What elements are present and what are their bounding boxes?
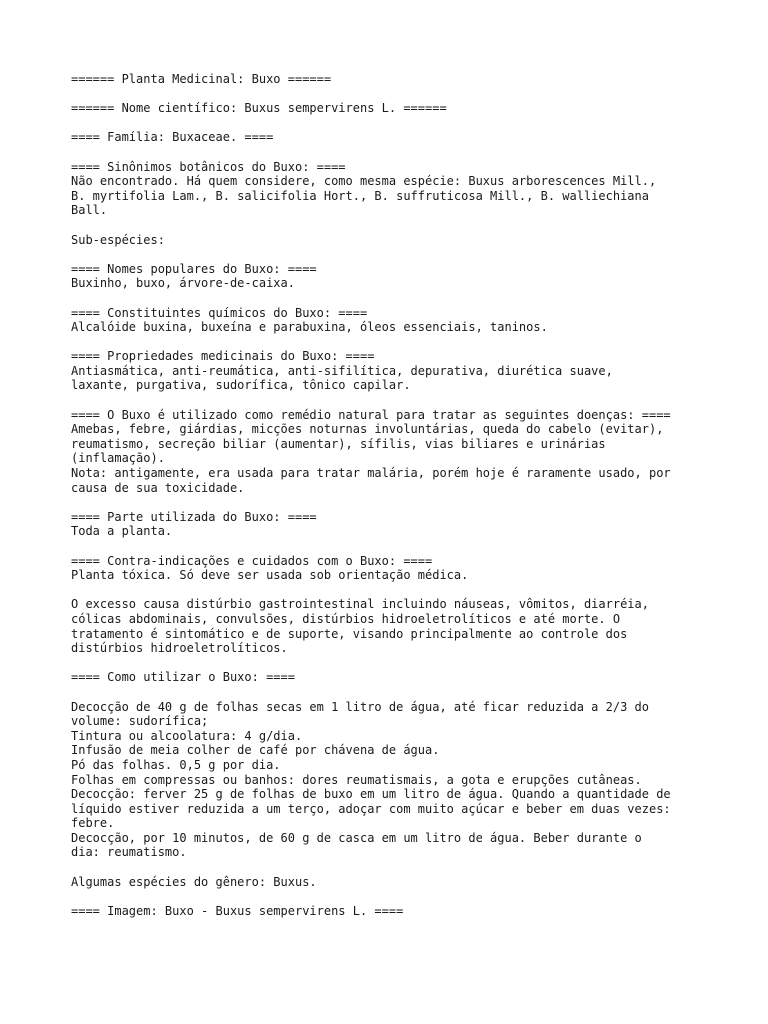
blank-line — [71, 860, 731, 875]
text-line: B. myrtifolia Lam., B. salicifolia Hort., B. suffruticosa Mill., B. walliechiana — [71, 188, 649, 203]
text-line: laxante, purgativa, sudorífica, tônico capilar. — [71, 378, 411, 393]
text-line: Nota: antigamente, era usada para tratar malária, porém hoje é raramente usado, por — [71, 466, 671, 481]
blank-line — [71, 291, 731, 306]
blank-line — [71, 116, 731, 131]
text-line: Infusão de meia colher de café por chávena de água. — [71, 743, 440, 758]
text-line: tratamento é sintomático e de suporte, visando principalmente ao controle dos — [71, 626, 628, 641]
section-heading: ==== Sinônimos botânicos do Buxo: ==== — [71, 159, 346, 174]
text-line: Tintura ou alcoolatura: 4 g/dia. — [71, 728, 303, 743]
document-page — [71, 72, 731, 918]
text-line: Decocção, por 10 minutos, de 60 g de casca em um litro de água. Beber durante o — [71, 830, 642, 845]
text-line: dia: reumatismo. — [71, 845, 187, 860]
blank-line — [71, 539, 731, 554]
text-line: Não encontrado. Há quem considere, como mesma espécie: Buxus arborescences Mill., — [71, 174, 657, 189]
blank-line — [71, 685, 731, 700]
blank-line — [71, 145, 731, 160]
text-line: Decocção: ferver 25 g de folhas de buxo em um litro de água. Quando a quantidade de — [71, 787, 671, 802]
blank-line — [71, 87, 731, 102]
text-line: Amebas, febre, giárdias, micções noturnas involuntárias, queda do cabelo (evitar), — [71, 422, 664, 437]
text-line: febre. — [71, 816, 115, 831]
text-line: Pó das folhas. 0,5 g por dia. — [71, 757, 281, 772]
blank-line — [71, 656, 731, 671]
section-heading: ==== Família: Buxaceae. ==== — [71, 130, 274, 145]
blank-line — [71, 393, 731, 408]
section-heading: ==== Nomes populares do Buxo: ==== — [71, 261, 317, 276]
blank-line — [71, 335, 731, 350]
text-line: Algumas espécies do gênero: Buxus. — [71, 874, 317, 889]
section-heading: ==== Como utilizar o Buxo: ==== — [71, 670, 295, 685]
text-line: Decocção de 40 g de folhas secas em 1 litro de água, até ficar reduzida a 2/3 do — [71, 699, 649, 714]
text-line: causa de sua toxicidade. — [71, 480, 245, 495]
text-line: líquido estiver reduzida a um terço, adoçar com muito açúcar e beber em duas vezes: — [71, 801, 671, 816]
text-line: Planta tóxica. Só deve ser usada sob orientação médica. — [71, 568, 469, 583]
text-line: Toda a planta. — [71, 524, 173, 539]
blank-line — [71, 218, 731, 233]
text-line: Buxinho, buxo, árvore-de-caixa. — [71, 276, 295, 291]
text-line: cólicas abdominais, convulsões, distúrbios hidroeletrolíticos e até morte. O — [71, 611, 621, 626]
text-line: Sub-espécies: — [71, 232, 165, 247]
section-heading: ==== Contra-indicações e cuidados com o Buxo: ==== — [71, 553, 433, 568]
text-line: Antiasmática, anti-reumática, anti-sifilítica, depurativa, diurética suave, — [71, 363, 613, 378]
section-heading: ====== Nome científico: Buxus sempervirens L. ====== — [71, 101, 447, 116]
section-heading: ==== Imagem: Buxo - Buxus sempervirens L. ==== — [71, 903, 404, 918]
text-line: Ball. — [71, 203, 108, 218]
section-heading: ==== O Buxo é utilizado como remédio natural para tratar as seguintes doenças: ==== — [71, 407, 671, 422]
section-heading: ==== Constituintes químicos do Buxo: ==== — [71, 305, 368, 320]
blank-line — [71, 583, 731, 598]
text-line: (inflamação). — [71, 451, 165, 466]
text-line: O excesso causa distúrbio gastrointestinal incluindo náuseas, vômitos, diarréia, — [71, 597, 649, 612]
blank-line — [71, 495, 731, 510]
text-line: Alcalóide buxina, buxeína e parabuxina, óleos essenciais, taninos. — [71, 320, 548, 335]
section-heading: ====== Planta Medicinal: Buxo ====== — [71, 72, 332, 86]
section-heading: ==== Propriedades medicinais do Buxo: ==== — [71, 349, 375, 364]
text-line: reumatismo, secreção biliar (aumentar), sífilis, vias biliares e urinárias — [71, 436, 606, 451]
blank-line — [71, 889, 731, 904]
text-line: distúrbios hidroeletrolíticos. — [71, 641, 288, 656]
text-line: volume: sudorífica; — [71, 714, 209, 729]
blank-line — [71, 247, 731, 262]
section-heading: ==== Parte utilizada do Buxo: ==== — [71, 509, 317, 524]
text-line: Folhas em compressas ou banhos: dores reumatismais, a gota e erupções cutâneas. — [71, 772, 642, 787]
